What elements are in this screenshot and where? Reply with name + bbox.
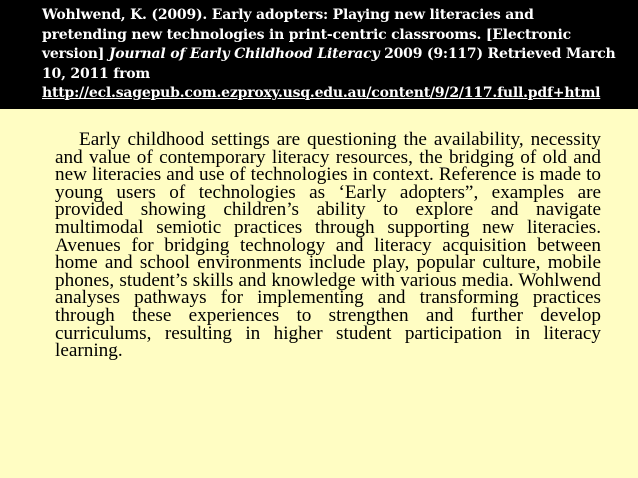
citation-journal: Journal of Early Childhood Literacy: [108, 46, 380, 62]
citation-url-link[interactable]: http://ecl.sagepub.com.ezproxy.usq.edu.au/content/9/2/117.full.pdf+html: [42, 85, 601, 101]
citation-retrieval: 2009 (9:117) Retrieved March 10, 2011 from: [42, 46, 616, 82]
citation-text: [42, 6, 622, 104]
summary-paragraph: Early childhood settings are questioning the availability, necessity and value of contemporary literacy resources, the bridging of old and new literacies and use of technologies in context. Reference is made to young users of technologies as ‘Early adopters”, examples are provided showing children’s ability to explore and navigate multimodal semiotic practices through supporting new literacies. Avenues for bridging technology and literacy acquisition between home and school environments include play, popular culture, mobile phones, student’s skills and knowledge with various media. Wohlwend analyses pathways for implementing and transforming practices through these experiences to strengthen and further develop curriculums, resulting in higher student participation in literacy learning.: [55, 129, 601, 362]
citation-header: [0, 0, 638, 109]
citation-authors-title: Wohlwend, K. (2009). Early adopters: Playing new literacies and pretending new technologies in print-centric classrooms. [Electronic version]: [42, 7, 571, 62]
